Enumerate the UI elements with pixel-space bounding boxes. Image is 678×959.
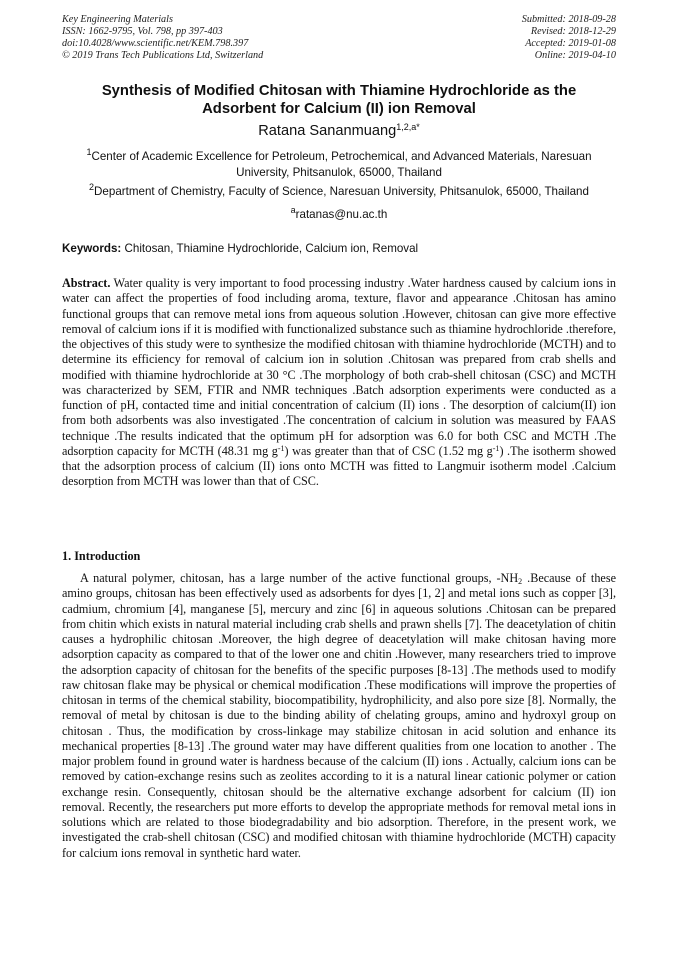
journal-issn: ISSN: 1662-9795, Vol. 798, pp 397-403 bbox=[62, 26, 223, 37]
abstract-unit-exponent-2: -1 bbox=[492, 443, 500, 453]
keywords-text: Chitosan, Thiamine Hydrochloride, Calcium ion, Removal bbox=[121, 242, 419, 255]
intro-text-2: .Because of these amino groups, chitosan has been effectively used as adsorbents for dyes [1, 2] and metal ions such as copper [3], cadmium, chromium [4], manganese [5], mercury and zinc [6] in aqueous solutions .Chitosan can be prepared from chitin which exists in natural material including crab shells and prawn shells [7]. The deacetylation of chitin causes a hydrophilic chitosan .Moreover, the high degree of deacetylation will make chitosan having more adsorption capacity as compared to that of the lower one and chitin .However, many researchers tried to improve the adsorption capacity of chitosan for the benefits of the specific purposes [8-13] .The methods used to modify raw chitosan flake may be physical or chemical modification .These modifications will improve the properties of chitosan in terms of the chemical stability, biocompatibility, hydrophilicity, and also pore size [8]. Normally, the removal of metal by chitosan is due to the binding ability of chelating groups, amino and hydroxyl group on chitosan . Thus, the modification by cross-linkage may stabilize chitosan in acid solution and enhance its mechanical properties [8-13] .The ground water may have different qualities from one location to another . The major problem found in ground water is hardness because of the calcium (II) ions . Actually, calcium ions can be removed by cation-exchange resins such as zeolites according to it is a natural linear cationic polymer or cation exchange resin. Consequently, chitosan should be the alternative exchange adsorbent for calcium (II) ion removal. Recently, the researchers put more efforts to develop the appropriate methods for removal metal ions in solutions which are related to those biodegradability and bio adsorption. Therefore, in the present work, we investigated the crab-shell chitosan (CSC) and modified chitosan with thiamine hydrochloride (MCTH) capacity for calcium ions removal in synthetic hard water. bbox=[62, 571, 616, 860]
affiliation-2-mark: 2 bbox=[89, 182, 95, 192]
date-submitted: Submitted: 2018-09-28 bbox=[521, 14, 616, 25]
date-accepted: Accepted: 2019-01-08 bbox=[525, 38, 616, 49]
journal-copyright: © 2019 Trans Tech Publications Ltd, Switzerland bbox=[62, 50, 264, 61]
email-address[interactable]: ratanas@nu.ac.th bbox=[295, 208, 388, 221]
title-line-2: Adsorbent for Calcium (II) ion Removal bbox=[202, 101, 476, 117]
paper-title bbox=[62, 82, 616, 118]
abstract-text-3: ) .The isotherm showed that the adsorption process of calcium (II) ions onto MCTH was fitted to Langmuir isotherm model .Calcium desorption from MCTH was lower than that of CSC. bbox=[62, 443, 616, 489]
introduction-paragraph bbox=[62, 571, 616, 861]
date-online: Online: 2019-04-10 bbox=[534, 50, 616, 61]
intro-text-1: A natural polymer, chitosan, has a large number of the active functional groups, -NH bbox=[80, 571, 519, 585]
journal-name: Key Engineering Materials bbox=[62, 14, 173, 25]
email-mark: a bbox=[290, 205, 296, 215]
affiliation-1 bbox=[62, 149, 616, 180]
affiliation-1-text: Center of Academic Excellence for Petroleum, Petrochemical, and Advanced Materials, Naresuan University, Phitsanulok, 65000, Thailand bbox=[91, 150, 592, 179]
affiliation-2-text: Department of Chemistry, Faculty of Science, Naresuan University, Phitsanulok, 65000, Thailand bbox=[94, 185, 589, 198]
date-revised: Revised: 2018-12-29 bbox=[530, 26, 616, 37]
keywords-label: Keywords: bbox=[62, 242, 122, 255]
author-name: Ratana Sananmuang bbox=[258, 123, 397, 139]
abstract-unit-exponent-1: -1 bbox=[277, 443, 285, 453]
author-email bbox=[62, 207, 616, 222]
author-line bbox=[62, 122, 616, 140]
affiliation-2 bbox=[62, 184, 616, 200]
abstract-text-2: ) was greater than that of CSC (1.52 mg g bbox=[284, 443, 493, 458]
author-affiliation-marks: 1,2,a* bbox=[396, 122, 420, 132]
abstract-label: Abstract. bbox=[62, 276, 111, 290]
journal-doi: doi:10.4028/www.scientific.net/KEM.798.397 bbox=[62, 38, 249, 49]
title-line-1: Synthesis of Modified Chitosan with Thiamine Hydrochloride as the bbox=[101, 83, 577, 99]
intro-subscript: 2 bbox=[518, 577, 523, 586]
abstract bbox=[62, 276, 616, 490]
affiliation-1-mark: 1 bbox=[86, 147, 92, 157]
keywords bbox=[62, 241, 616, 256]
section-heading-introduction: 1. Introduction bbox=[62, 549, 141, 563]
journal-info bbox=[62, 14, 263, 62]
abstract-text-1: Water quality is very important to food processing industry .Water hardness caused by calcium ions in water can affect the properties of food including aroma, texture, flavor and appearance .Chitosan has amino functional groups that can remove metal ions from aqueous solution .However, chitosan can give more effective removal of calcium ions if it is modified with functionalized substance such as thiamine hydrochloride .therefore, the objectives of this study were to synthesize the modified chitosan with thiamine hydrochloride (MCTH) and to determine its efficiency for removal of calcium ion in solution .Chitosan was prepared from crab shells and modified with thiamine hydrochloride at 30 °C .The morphology of both crab-shell chitosan (CSC) and MCTH was characterized by SEM, FTIR and NMR techniques .Batch adsorption experiments were conducted as a function of pH, contacted time and initial concentration of calcium (II) ions . The desorption of calcium(II) ion from both adsorbents was also investigated .The concentration of calcium in solution was measured by FAAS technique .The results indicated that the optimum pH for adsorption was 6.0 for both CSC and MCTH .The adsorption capacity for MCTH (48.31 mg g bbox=[62, 276, 616, 458]
publication-dates bbox=[522, 14, 616, 62]
